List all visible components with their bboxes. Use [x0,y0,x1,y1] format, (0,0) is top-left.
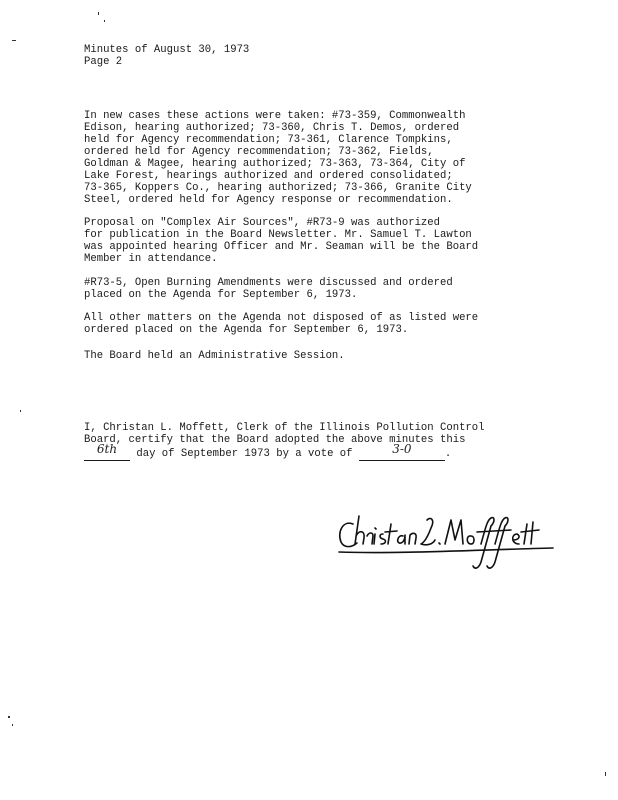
text-line: In new cases these actions were taken: #73-359, Commonwealth [84,110,466,122]
text-line: #R73-5, Open Burning Amendments were discussed and ordered [84,277,453,289]
minutes-title: Minutes of August 30, 1973 [84,44,250,56]
text-line: Edison, hearing authorized; 73-360, Chris T. Demos, ordered [84,122,460,134]
text-line: Steel, ordered held for Agency response or recommendation. [84,194,453,206]
text-line: for publication in the Board Newsletter. Mr. Samuel T. Lawton [84,229,472,241]
scan-speck [8,716,10,718]
page-number: Page 2 [84,56,123,68]
certification-text: day of September 1973 by a vote of [130,448,359,460]
text-line: Lake Forest, hearings authorized and ordered consolidated; [84,170,453,182]
vote-field [359,442,445,461]
vote-value: 3-0 [392,442,412,456]
text-line: was appointed hearing Officer and Mr. Seaman will be the Board [84,241,479,253]
text-line: 73-365, Koppers Co., hearing authorized; 73-366, Granite City [84,182,472,194]
text-line: Proposal on "Complex Air Sources", #R73-9 was authorized [84,217,441,229]
scan-speck [12,40,16,41]
text-line: ordered held for Agency recommendation; 73-362, Fields, [84,146,434,158]
text-line: placed on the Agenda for September 6, 1973. [84,289,358,301]
certification-line: I, Christan L. Moffett, Clerk of the Illinois Pollution Control [84,422,485,434]
certification-line-3 [84,442,452,461]
text-line: ordered placed on the Agenda for September 6, 1973. [84,324,409,336]
scan-speck [12,724,13,726]
day-value: 6th [96,442,118,456]
scan-speck [98,12,99,15]
signature [335,510,560,580]
scan-speck [605,772,606,776]
day-field [84,442,130,461]
paragraph-admin-session: The Board held an Administrative Session. [84,350,345,362]
text-line: All other matters on the Agenda not disposed of as listed were [84,312,479,324]
scan-speck [104,20,105,22]
text-line: Member in attendance. [84,253,218,265]
text-line: Goldman & Magee, hearing authorized; 73-363, 73-364, City of [84,158,466,170]
text-line: held for Agency recommendation; 73-361, Clarence Tompkins, [84,134,453,146]
certification-line: Board, certify that the Board adopted the above minutes this [84,434,466,446]
signature-graphic [335,510,560,575]
certification-period: . [444,448,452,460]
scan-speck [20,410,21,412]
